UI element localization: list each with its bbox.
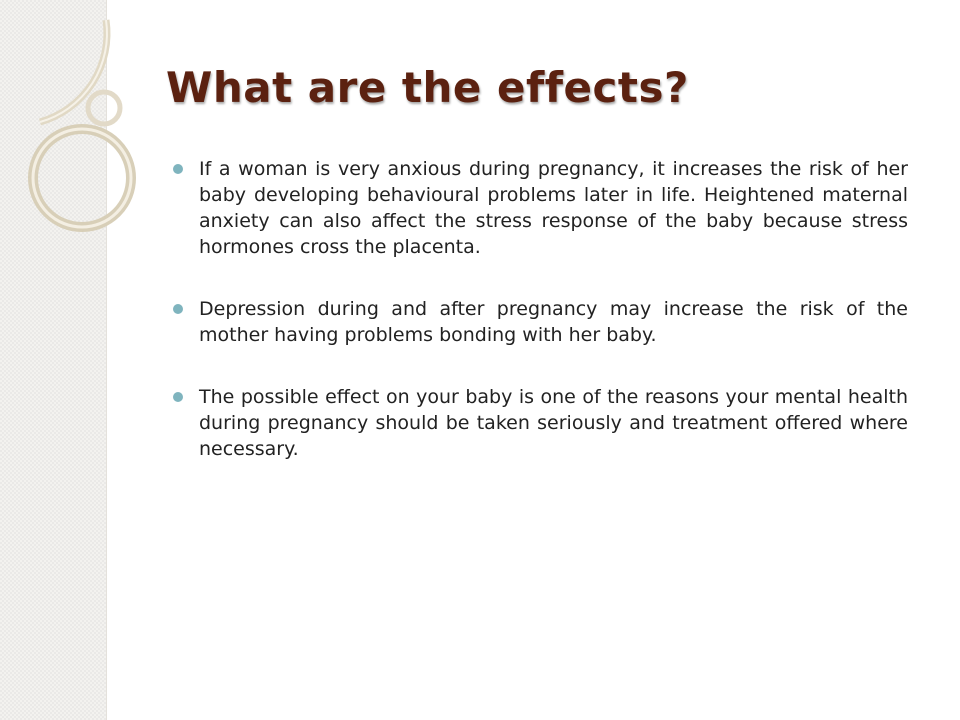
bullet-dot-icon [173,392,183,402]
bullet-text: The possible effect on your baby is one of the reasons your mental health during pregnancy should be taken seriously and treatment offered where necessary. [199,386,908,460]
bullet-dot-icon [173,164,183,174]
ring-small [88,92,120,124]
bullet-dot-icon [173,304,183,314]
slide-title: What are the effects? [166,63,689,112]
bullet-item [162,384,908,462]
ring-outer-arc [40,20,107,122]
bullet-text: Depression during and after pregnancy may increase the risk of the mother having problems bonding with her baby. [199,298,908,346]
bullet-list [162,156,908,498]
decorative-rings [0,0,140,260]
bullet-item [162,156,908,260]
bullet-item [162,296,908,348]
bullet-text: If a woman is very anxious during pregnancy, it increases the risk of her baby developing behavioural problems later in life. Heightened maternal anxiety can also affect the stress response of the baby because stress hormones cross the placenta. [199,158,908,258]
ring-large-highlight [33,129,131,227]
